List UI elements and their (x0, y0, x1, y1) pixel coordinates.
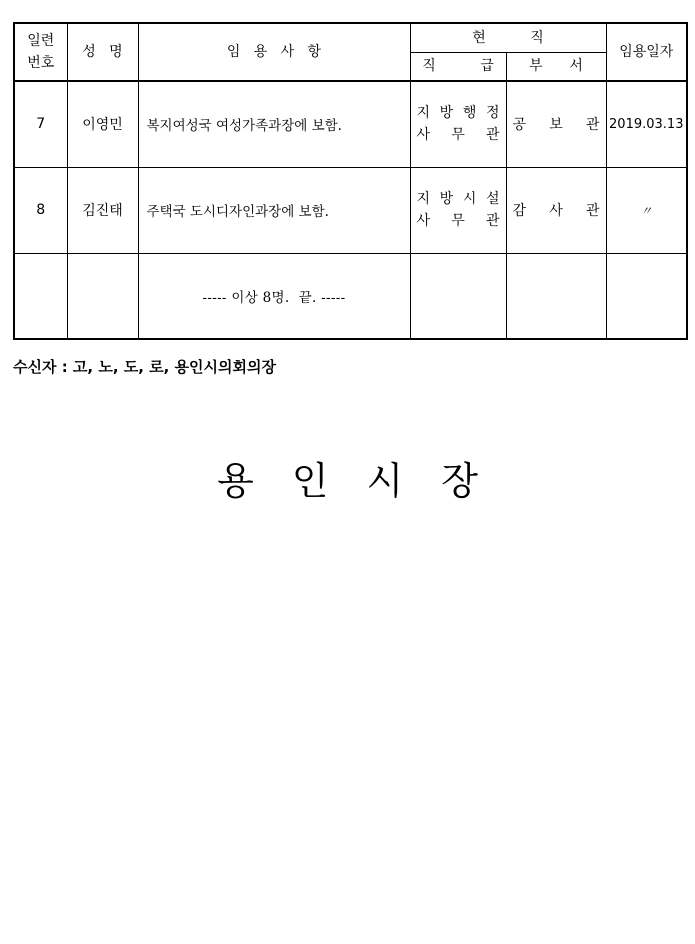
grade-char: 관 (485, 127, 500, 144)
header-name: 성 명 (67, 23, 138, 81)
grade-char: 방 (439, 105, 454, 122)
recipients-line: 수신자 : 고, 노, 도, 로, 용인시의회의장 (13, 358, 276, 376)
row-grade (410, 167, 506, 253)
table-row (14, 167, 687, 253)
grade-char: 관 (485, 213, 500, 229)
grade-char: 정 (485, 105, 500, 122)
header-serial-no-line1: 일련 (27, 33, 55, 49)
header-serial-no (14, 23, 67, 81)
grade-char: 무 (451, 213, 465, 229)
grade-char: 지 (416, 105, 431, 122)
grade-char: 설 (485, 191, 500, 207)
row-appointment-matter: 주택국 도시디자인과장에 보함. (138, 167, 410, 253)
row-appointment-date: 2019.03.13 (606, 81, 687, 167)
header-serial-no-line2: 번호 (27, 55, 55, 71)
empty-cell (67, 253, 138, 339)
empty-cell (410, 253, 506, 339)
row-appointment-date-ditto: 〃 (606, 167, 687, 253)
grade-char: 방 (439, 191, 454, 207)
row-department (506, 167, 606, 253)
row-grade (410, 81, 506, 167)
grade-char: 지 (416, 191, 431, 207)
header-appointment-date: 임용일자 (606, 23, 687, 81)
row-grade-line2 (411, 210, 506, 232)
table-footer-row (14, 253, 687, 339)
row-serial-no: 8 (14, 167, 67, 253)
department-char: 관 (585, 117, 600, 134)
empty-cell (506, 253, 606, 339)
appointment-table (13, 22, 688, 340)
department-char: 사 (549, 203, 563, 219)
grade-char: 행 (462, 105, 477, 122)
table-row (14, 81, 687, 167)
row-grade-line1 (411, 102, 506, 124)
issuer-title: 용인시장 (217, 459, 516, 503)
row-serial-no: 7 (14, 81, 67, 167)
grade-char: 시 (462, 191, 477, 207)
header-appointment: 임 용 사 항 (138, 23, 410, 81)
header-department: 부 서 (506, 52, 606, 81)
row-grade-line1 (411, 188, 506, 210)
empty-cell (606, 253, 687, 339)
row-grade-line2 (411, 124, 506, 146)
header-grade: 직 급 (410, 52, 506, 81)
grade-char: 무 (451, 127, 465, 144)
row-name: 이영민 (67, 81, 138, 167)
empty-cell (14, 253, 67, 339)
department-char: 보 (549, 117, 563, 134)
grade-char: 사 (416, 127, 431, 144)
row-department (506, 81, 606, 167)
row-name: 김진태 (67, 167, 138, 253)
grade-char: 사 (416, 213, 431, 229)
table-end-note: ----- 이상 8명. 끝. ----- (138, 253, 410, 339)
row-appointment-matter: 복지여성국 여성가족과장에 보함. (138, 81, 410, 167)
department-char: 관 (585, 203, 600, 219)
department-char: 감 (512, 203, 527, 219)
header-current-post: 현 직 (410, 23, 606, 52)
department-char: 공 (512, 117, 527, 134)
